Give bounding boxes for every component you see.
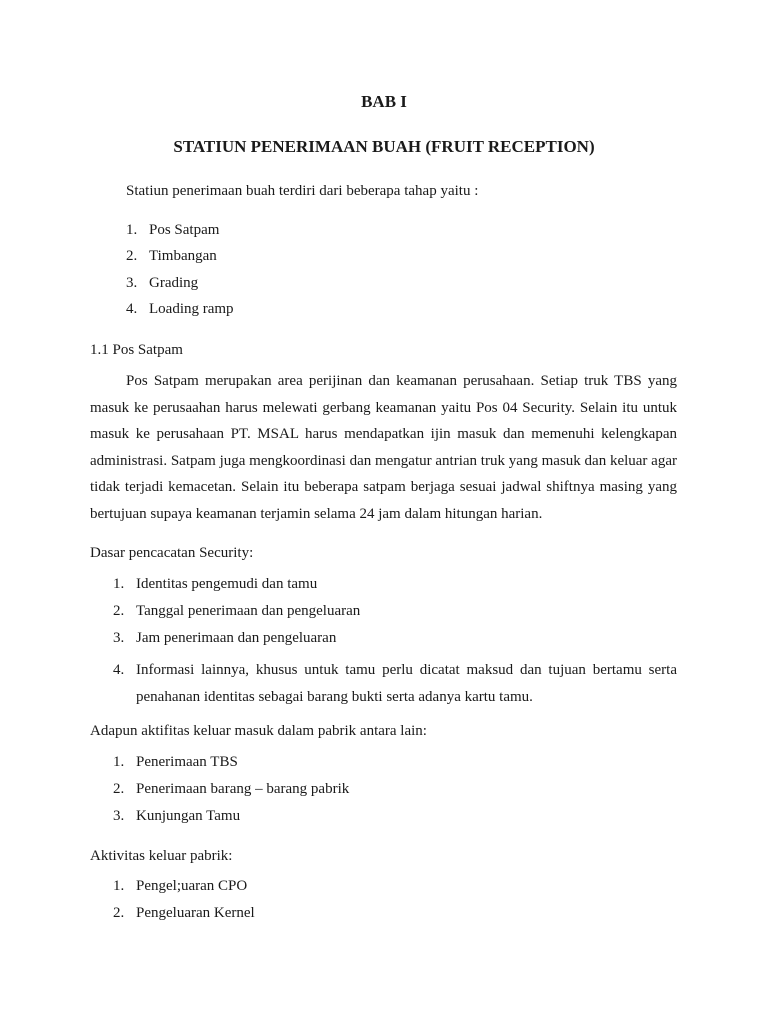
- list-number: 2.: [113, 603, 125, 619]
- intro-text: Statiun penerimaan buah terdiri dari beberapa tahap yaitu :: [126, 183, 479, 199]
- list-text: Pos Satpam: [149, 222, 220, 238]
- list-number: 1.: [113, 576, 125, 592]
- list-text: Loading ramp: [149, 301, 234, 317]
- list-number: 3.: [113, 630, 125, 646]
- exit-activities-heading: Aktivitas keluar pabrik:: [90, 848, 233, 864]
- list-text: Pengeluaran Kernel: [136, 905, 255, 921]
- security-records-heading: Dasar pencacatan Security:: [90, 545, 254, 561]
- list-text: Pengel;uaran CPO: [136, 878, 248, 894]
- list-number: 1.: [113, 754, 125, 770]
- chapter-title: STATIUN PENERIMAAN BUAH (FRUIT RECEPTION): [173, 137, 595, 156]
- list-number: 1.: [126, 222, 138, 238]
- list-number: 4.: [113, 662, 125, 678]
- chapter-heading: BAB I: [361, 92, 407, 111]
- list-number: 4.: [126, 301, 138, 317]
- list-number: 2.: [126, 248, 138, 264]
- list-text: Kunjungan Tamu: [136, 808, 241, 824]
- section-heading: 1.1 Pos Satpam: [90, 342, 183, 358]
- list-text: Grading: [149, 275, 199, 291]
- list-text: Penerimaan TBS: [136, 754, 238, 770]
- list-item: [113, 657, 677, 711]
- list-number: 3.: [113, 808, 125, 824]
- list-text: Identitas pengemudi dan tamu: [136, 576, 318, 592]
- list-text: Penerimaan barang – barang pabrik: [136, 781, 350, 797]
- list-text: Tanggal penerimaan dan pengeluaran: [136, 603, 361, 619]
- list-number: 2.: [113, 905, 125, 921]
- list-number: 2.: [113, 781, 125, 797]
- section-paragraph: [90, 368, 677, 528]
- list-number: 3.: [126, 275, 138, 291]
- activities-heading: Adapun aktifitas keluar masuk dalam pabrik antara lain:: [90, 723, 427, 739]
- list-number: 1.: [113, 878, 125, 894]
- list-text: Jam penerimaan dan pengeluaran: [136, 630, 337, 646]
- paragraph-text: Pos Satpam merupakan area perijinan dan keamanan perusahaan. Setiap truk TBS yang masuk ke perusaahan harus melewati gerbang keamanan yaitu Pos 04 Security. Selain itu untuk masuk ke perusahaan PT. MSAL harus mendapatkan ijin masuk dan memenuhi kelengkapan administrasi. Satpam juga mengkoordinasi dan mengatur antrian truk yang masuk dan keluar agar tidak terjadi kemacetan. Selain itu beberapa satpam berjaga sesuai jadwal shiftnya masing yang bertujuan supaya keamanan terjamin selama 24 jam dalam hitungan harian.: [90, 373, 677, 522]
- list-text: Timbangan: [149, 248, 217, 264]
- list-text: Informasi lainnya, khusus untuk tamu perlu dicatat maksud dan tujuan bertamu serta penahanan identitas sebagai barang bukti serta adanya kartu tamu.: [136, 662, 677, 705]
